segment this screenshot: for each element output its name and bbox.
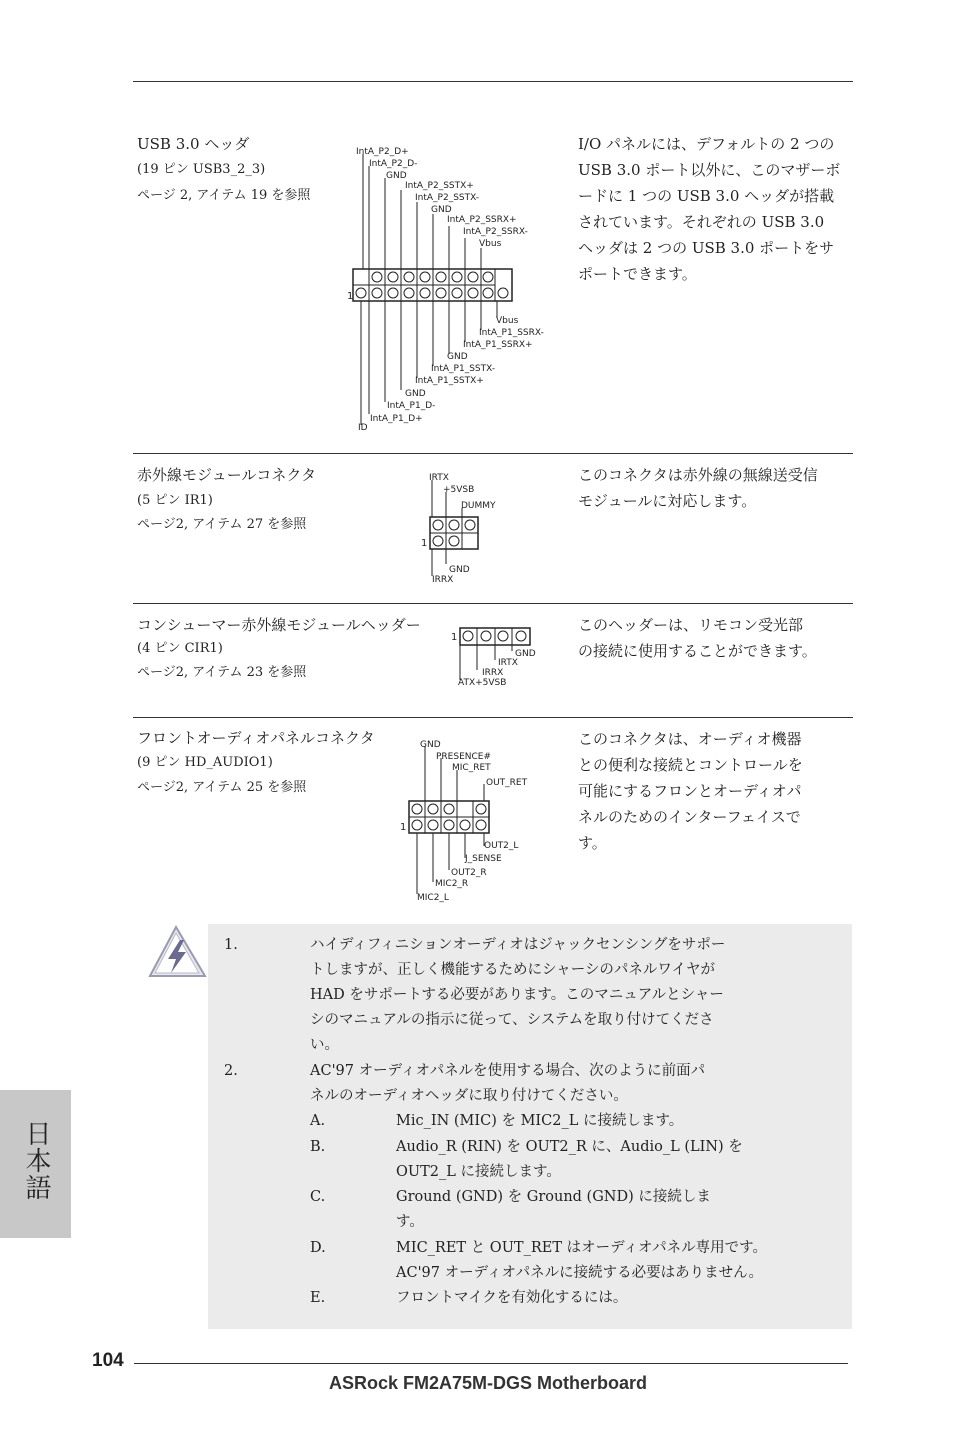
usb-pin-label: ID (358, 423, 368, 433)
audio-pin-label: MIC2_L (417, 893, 449, 903)
usb-pin1-marker: 1 (347, 291, 354, 302)
note-item-letter: E. (310, 1290, 326, 1306)
audio-pin-label: OUT2_L (484, 841, 519, 851)
usb-header-description: I/O パネルには、デフォルトの 2 つの USB 3.0 ポート以外に、このマザーボ ードに 1 つの USB 3.0 ヘッダが搭載 されています。それぞれの USB 3.0 ヘッダは 2 つの USB 3.0 ポートをサ ポートできます。 (578, 135, 841, 283)
cir-header-pinout-diagram (448, 624, 558, 690)
usb-pin-label: GND (447, 352, 468, 362)
note-item-letter: C. (310, 1189, 326, 1205)
usb-pin-label: GND (386, 171, 407, 181)
audio-header-title: フロントオーディオパネルコネクタ (137, 729, 375, 747)
usb-pin-label: IntA_P1_SSRX- (479, 328, 544, 338)
usb-pin-label: IntA_P2_SSRX- (463, 227, 528, 237)
usb-pin-label: Vbus (479, 239, 502, 249)
usb-header-reference: ページ 2, アイテム 19 を参照 (137, 188, 311, 203)
ir-module-reference: ページ2, アイテム 27 を参照 (137, 517, 307, 532)
note-1-line: HAD をサポートする必要があります。このマニュアルとシャー (310, 987, 724, 1003)
cir-label-irrx: IRRX (482, 668, 504, 678)
usb-header-pin-info: (19 ピン USB3_2_3) (137, 162, 266, 177)
note-1-line: ハイディフィニションオーディオはジャックセンシングをサポー (310, 937, 726, 953)
ir-label-dummy: DUMMY (461, 501, 496, 511)
note-2-line: AC'97 オーディオパネルを使用する場合、次のように前面パ (310, 1063, 706, 1079)
note-item-letter: A. (310, 1113, 326, 1129)
note-1-line: シのマニュアルの指示に従って、システムを取り付けてくださ (310, 1012, 714, 1028)
usb-pin-label: IntA_P1_SSTX- (431, 364, 496, 374)
usb-pin-label: IntA_P1_SSRX+ (463, 340, 533, 350)
usb-pin-label: GND (405, 389, 426, 399)
cir-label-gnd: GND (515, 649, 536, 659)
notes-box (208, 924, 852, 1329)
ir-label-gnd: GND (449, 565, 470, 575)
audio-pin-label: J_SENSE (465, 854, 502, 864)
cir-label-atx5vsb: ATX+5VSB (458, 678, 507, 688)
warning-icon (146, 924, 210, 980)
ir-module-pinout-diagram (418, 468, 548, 588)
page-number: 104 (92, 1350, 124, 1371)
note-item-text: Mic_IN (MIC) を MIC2_L に接続します。 (396, 1113, 684, 1129)
usb-pin-label: IntA_P1_D- (387, 401, 436, 411)
note-item-letter: B. (310, 1139, 326, 1155)
cir-pin1-marker: 1 (451, 632, 458, 643)
audio-header-description: このコネクタは、オーディオ機器 との便利な接続とコントロールを 可能にするフロンとオーディオパ ネルのためのインターフェイスで す。 (578, 730, 803, 852)
ir-label-irtx: IRTX (429, 473, 449, 483)
audio-header-pin-info: (9 ピン HD_AUDIO1) (137, 755, 273, 770)
usb-pin-label: IntA_P2_D+ (356, 147, 409, 157)
usb-pin-label: IntA_P2_D- (369, 159, 418, 169)
ir-module-title: 赤外線モジュールコネクタ (137, 466, 317, 484)
audio-pin-label: MIC2_R (435, 879, 469, 889)
audio-pin-label: MIC_RET (452, 763, 491, 773)
audio-pin-label: OUT_RET (486, 778, 528, 788)
usb-pin-label: IntA_P2_SSTX+ (405, 181, 474, 191)
cir-header-reference: ページ2, アイテム 23 を参照 (137, 665, 307, 680)
cir-label-irtx: IRTX (498, 658, 518, 668)
usb-pin-label: IntA_P1_SSTX+ (415, 376, 484, 386)
language-side-label: 日本語 (21, 1120, 51, 1201)
cir-header-description: このヘッダーは、リモコン受光部 の接続に使用することができます。 (578, 616, 817, 660)
ir-label-irrx: IRRX (432, 575, 454, 585)
note-item-letter: D. (310, 1240, 326, 1256)
ir-module-description: このコネクタは赤外線の無線送受信 モジュールに対応します。 (578, 466, 818, 510)
section-divider (133, 603, 853, 604)
audio-pin-label: GND (420, 740, 441, 750)
ir-label-5vsb: +5VSB (443, 485, 475, 495)
top-rule (133, 81, 853, 82)
note-item-text: フロントマイクを有効化するには。 (396, 1290, 628, 1306)
ir-module-pin-info: (5 ピン IR1) (137, 493, 213, 508)
note-1-line: トしますが、正しく機能するためにシャーシのパネルワイヤが (310, 962, 715, 978)
note-2-number: 2. (224, 1063, 238, 1079)
audio-pin1-marker: 1 (400, 822, 407, 833)
usb-header-title: USB 3.0 ヘッダ (137, 135, 250, 153)
note-1-number: 1. (224, 937, 238, 953)
footer-product-name: ASRock FM2A75M-DGS Motherboard (329, 1373, 648, 1393)
note-item-text: Audio_R (RIN) を OUT2_R に、Audio_L (LIN) を (396, 1139, 743, 1155)
usb-header-pinout-diagram (345, 140, 565, 435)
usb-pin-label: IntA_P1_D+ (370, 414, 423, 424)
usb-pin-label: IntA_P2_SSTX- (415, 193, 480, 203)
note-2-line: ネルのオーディオヘッダに取り付けてください。 (310, 1088, 628, 1104)
note-1-line: い。 (310, 1037, 339, 1053)
audio-header-reference: ページ2, アイテム 25 を参照 (137, 780, 307, 795)
usb-pin-label: IntA_P2_SSRX+ (447, 215, 517, 225)
ir-pin1-marker: 1 (421, 538, 428, 549)
usb-pin-label: Vbus (496, 316, 519, 326)
note-item-text: OUT2_L に接続します。 (396, 1164, 561, 1180)
cir-header-pin-info: (4 ピン CIR1) (137, 641, 223, 656)
audio-pin-label: OUT2_R (451, 868, 487, 878)
audio-header-pinout-diagram (396, 736, 546, 908)
cir-header-title: コンシューマー赤外線モジュールヘッダー (137, 616, 421, 634)
note-item-text: す。 (396, 1214, 424, 1230)
audio-pin-label: PRESENCE# (436, 752, 492, 762)
usb-pin-label: GND (431, 205, 452, 215)
footer-rule (134, 1363, 848, 1364)
note-item-text: AC'97 オーディオパネルに接続する必要はありません。 (396, 1265, 764, 1281)
section-divider (133, 717, 853, 718)
note-item-text: MIC_RET と OUT_RET はオーディオパネル専用です。 (396, 1240, 768, 1256)
note-item-text: Ground (GND) を Ground (GND) に接続しま (396, 1189, 711, 1205)
section-divider (133, 453, 853, 454)
